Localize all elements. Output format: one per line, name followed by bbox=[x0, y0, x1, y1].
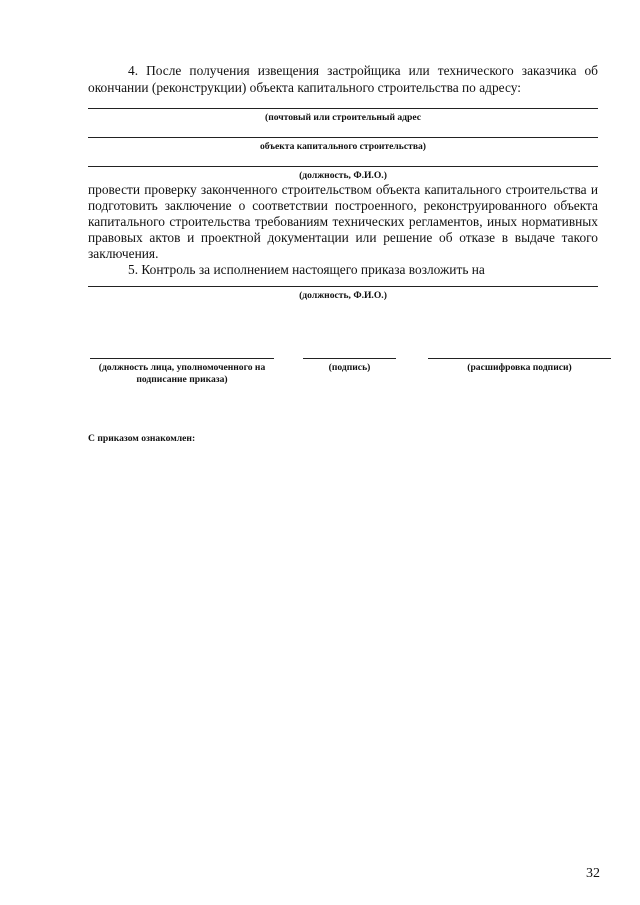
body-line-1: провести проверку законченного строительством объекта капитального строительства и bbox=[88, 182, 598, 197]
acquainted-label: С приказом ознакомлен: bbox=[88, 433, 196, 444]
item4-line2: окончании (реконструкции) объекта капитального строительства по адресу: bbox=[88, 80, 521, 95]
position-fill-line-2 bbox=[88, 286, 598, 287]
item5-text: 5. Контроль за исполнением настоящего приказа возложить на bbox=[128, 262, 485, 277]
body-line-5: заключения. bbox=[88, 246, 159, 261]
object-fill-line bbox=[88, 137, 598, 138]
position-caption-1: (должность, Ф.И.О.) bbox=[299, 170, 387, 181]
page-number: 32 bbox=[586, 866, 600, 881]
body-line-2: подготовить заключение о соответствии построенного, реконструированного объекта bbox=[88, 198, 598, 213]
item4-line1: 4. После получения извещения застройщика или технического заказчика об bbox=[128, 63, 598, 78]
position-signature-caption-1: (должность лица, уполномоченного на bbox=[98, 362, 266, 373]
decoding-caption: (расшифровка подписи) bbox=[467, 362, 572, 373]
object-caption: объекта капитального строительства) bbox=[260, 141, 426, 152]
position-fill-line-1 bbox=[88, 166, 598, 167]
signature-line bbox=[303, 358, 396, 359]
body-line-4: правовых актов и проектной документации или решение об отказе в выдаче такого bbox=[88, 230, 598, 245]
position-caption-2: (должность, Ф.И.О.) bbox=[299, 290, 387, 301]
decoding-line bbox=[428, 358, 611, 359]
signature-caption: (подпись) bbox=[328, 362, 371, 373]
address-fill-line bbox=[88, 108, 598, 109]
address-caption: (почтовый или строительный адрес bbox=[265, 112, 421, 123]
position-signature-caption-2: подписание приказа) bbox=[136, 374, 228, 385]
body-line-3: капитального строительства требованиям технических регламентов, иных нормативных bbox=[88, 214, 598, 229]
position-signature-line bbox=[90, 358, 274, 359]
